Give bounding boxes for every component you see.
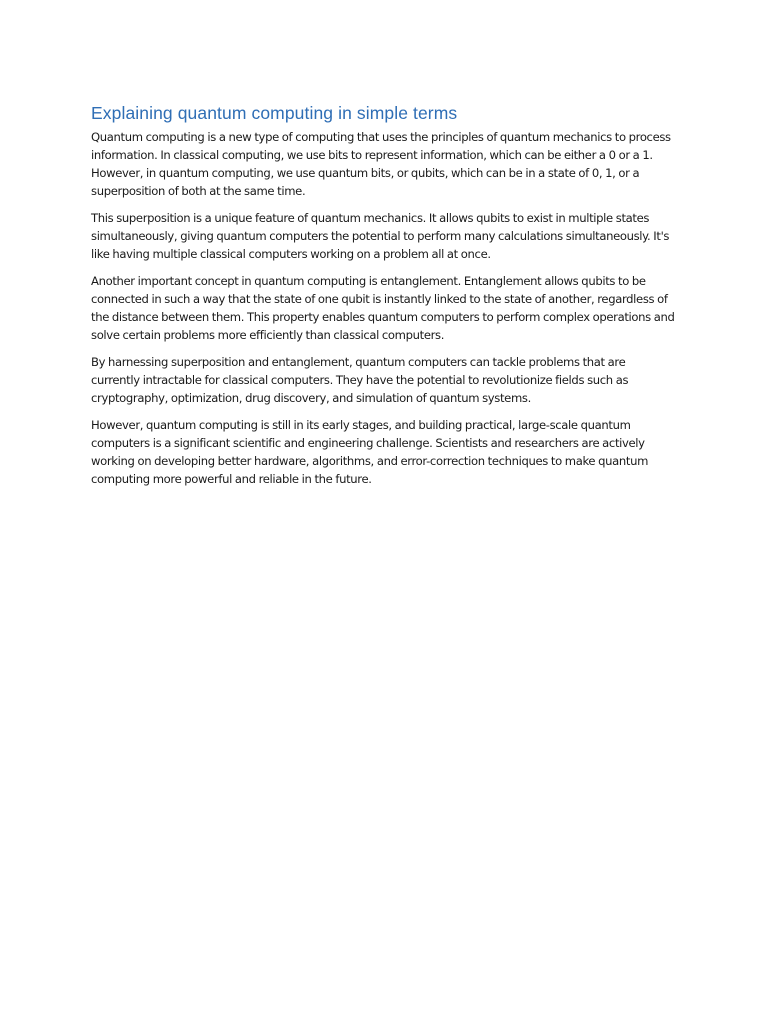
paragraph-superposition: This superposition is a unique feature of quantum mechanics. It allows qubits to exist in multiple states simultaneously, giving quantum computers the potential to perform many calculations simultaneously. It's like having multiple classical computers working on a problem all at once.	[91, 211, 670, 261]
paragraph-challenges: However, quantum computing is still in its early stages, and building practical, large-scale quantum computers is a significant scientific and engineering challenge. Scientists and researchers are actively working on developing better hardware, algorithms, and error-correction techniques to make quantum computing more powerful and reliable in the future.	[91, 418, 649, 486]
document-title: Explaining quantum computing in simple terms	[91, 103, 458, 123]
paragraph-intro: Quantum computing is a new type of computing that uses the principles of quantum mechanics to process information. In classical computing, we use bits to represent information, which can be either a 0 or a 1. However, in quantum computing, we use quantum bits, or qubits, which can be in a state of 0, 1, or a superposition of both at the same time.	[91, 130, 671, 198]
paragraph-applications: By harnessing superposition and entanglement, quantum computers can tackle problems that are currently intractable for classical computers. They have the potential to revolutionize fields such as cryptography, optimization, drug discovery, and simulation of quantum systems.	[91, 355, 629, 405]
document-body	[91, 101, 676, 497]
paragraph-entanglement: Another important concept in quantum computing is entanglement. Entanglement allows qubits to be connected in such a way that the state of one qubit is instantly linked to the state of another, regardless of the distance between them. This property enables quantum computers to perform complex operations and solve certain problems more efficiently than classical computers.	[91, 274, 675, 342]
